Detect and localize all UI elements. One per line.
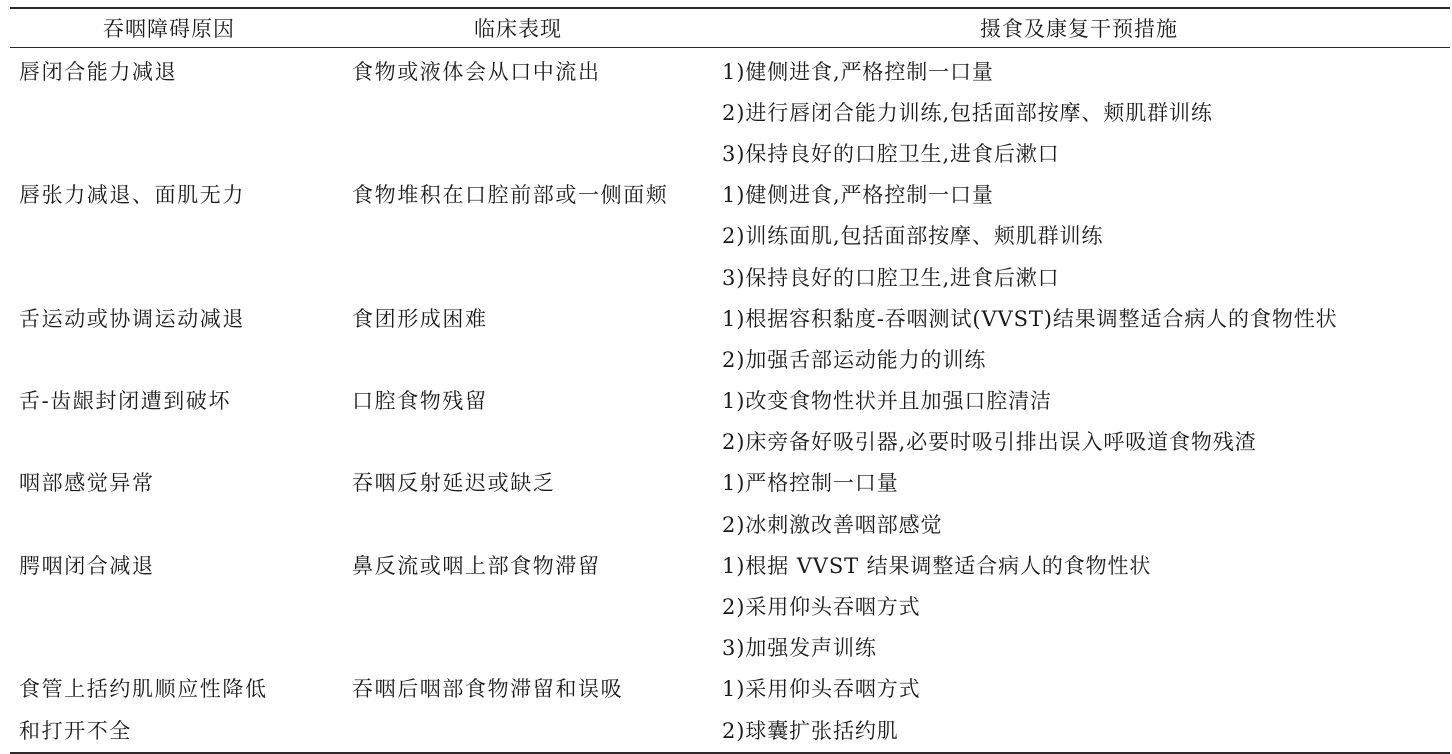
table-row bbox=[10, 462, 1450, 503]
table-row bbox=[10, 50, 1450, 91]
symptom-cell: 吞咽反射延迟或缺乏 bbox=[352, 471, 556, 496]
symptom-cell: 鼻反流或咽上部食物滞留 bbox=[352, 553, 601, 578]
symptom-cell: 食物堆积在口腔前部或一侧面颊 bbox=[352, 183, 669, 208]
cause-cell: 唇闭合能力减退 bbox=[19, 59, 178, 84]
cause-cell: 舌-齿龈封闭遭到破坏 bbox=[19, 389, 232, 414]
cause-cell: 舌运动或协调运动减退 bbox=[19, 306, 245, 331]
table-row bbox=[10, 380, 1450, 421]
symptom-cell: 食团形成困难 bbox=[352, 306, 488, 331]
measure-cell: 1)采用仰头吞咽方式 bbox=[722, 677, 921, 702]
measure-cell: 3)保持良好的口腔卫生,进食后漱口 bbox=[722, 265, 1060, 290]
table-row bbox=[10, 297, 1450, 338]
table-header-row bbox=[10, 9, 1450, 47]
symptom-cell: 口腔食物残留 bbox=[352, 389, 488, 414]
measure-cell: 1)根据 VVST 结果调整适合病人的食物性状 bbox=[722, 553, 1152, 578]
table-row bbox=[10, 503, 1450, 544]
header-measures: 摄食及康复干预措施 bbox=[980, 17, 1178, 41]
measure-cell: 2)冰刺激改善咽部感觉 bbox=[722, 512, 943, 537]
measure-cell: 2)进行唇闭合能力训练,包括面部按摩、颊肌群训练 bbox=[722, 100, 1213, 125]
measure-cell: 1)改变食物性状并且加强口腔清洁 bbox=[722, 389, 1052, 414]
table-row bbox=[10, 132, 1450, 173]
table-row bbox=[10, 91, 1450, 132]
table-row bbox=[10, 585, 1450, 626]
measure-cell: 2)加强舌部运动能力的训练 bbox=[722, 347, 987, 372]
measure-cell: 2)球囊扩张括约肌 bbox=[722, 718, 899, 743]
measure-cell: 1)健侧进食,严格控制一口量 bbox=[722, 59, 994, 84]
measure-cell: 3)保持良好的口腔卫生,进食后漱口 bbox=[722, 141, 1060, 166]
header-symptom: 临床表现 bbox=[474, 17, 562, 41]
measure-cell: 2)采用仰头吞咽方式 bbox=[722, 595, 921, 620]
cause-cell: 食管上括约肌顺应性降低 bbox=[19, 677, 268, 702]
header-cause: 吞咽障碍原因 bbox=[103, 17, 235, 41]
symptom-cell: 吞咽后咽部食物滞留和误吸 bbox=[352, 677, 624, 702]
cause-cell: 咽部感觉异常 bbox=[19, 471, 155, 496]
measure-cell: 3)加强发声训练 bbox=[722, 636, 877, 661]
measure-cell: 1)根据容积黏度-吞咽测试(VVST)结果调整适合病人的食物性状 bbox=[722, 306, 1338, 331]
cause-cell: 唇张力减退、面肌无力 bbox=[19, 183, 245, 208]
measure-cell: 2)床旁备好吸引器,必要时吸引排出误入呼吸道食物残渣 bbox=[722, 430, 1257, 455]
table-row bbox=[10, 174, 1450, 215]
cause-cell: 和打开不全 bbox=[19, 718, 132, 743]
measure-cell: 2)训练面肌,包括面部按摩、颊肌群训练 bbox=[722, 224, 1104, 249]
table-row bbox=[10, 668, 1450, 709]
symptom-cell: 食物或液体会从口中流出 bbox=[352, 59, 601, 84]
table-row bbox=[10, 215, 1450, 256]
table-row bbox=[10, 544, 1450, 585]
measure-cell: 1)严格控制一口量 bbox=[722, 471, 899, 496]
table-row bbox=[10, 709, 1450, 750]
table-body bbox=[10, 48, 1450, 752]
table-row bbox=[10, 256, 1450, 297]
measure-cell: 1)健侧进食,严格控制一口量 bbox=[722, 183, 994, 208]
table-row bbox=[10, 627, 1450, 668]
table-row bbox=[10, 421, 1450, 462]
table-row bbox=[10, 338, 1450, 379]
dysphagia-table bbox=[10, 7, 1450, 754]
cause-cell: 腭咽闭合减退 bbox=[19, 553, 155, 578]
